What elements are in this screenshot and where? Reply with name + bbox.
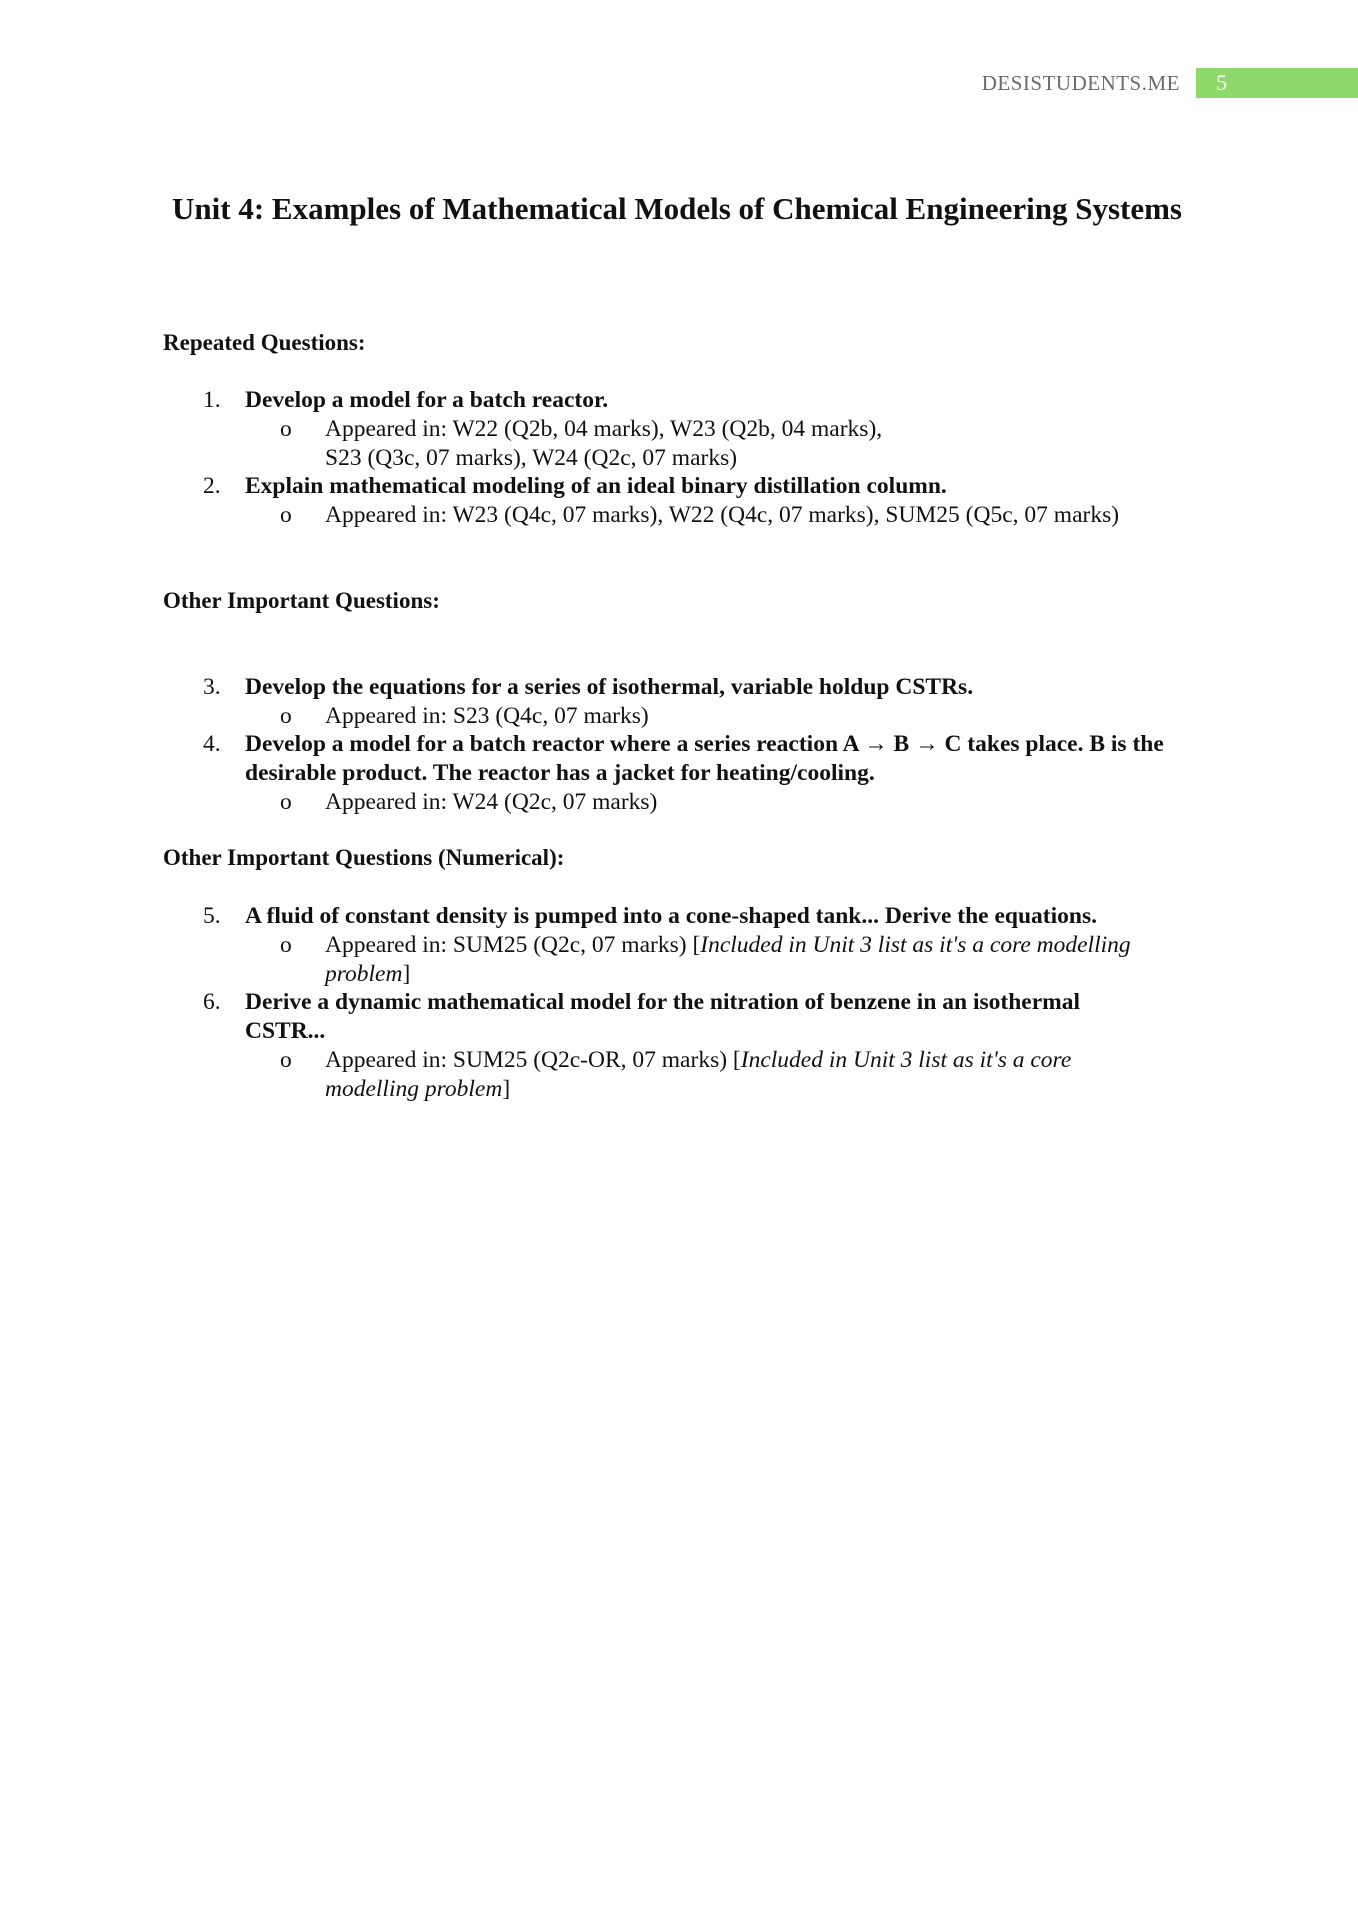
- question-2: [163, 472, 1203, 530]
- appeared-close: ]: [502, 1076, 511, 1102]
- page-header: [982, 68, 1358, 98]
- appeared-text: Appeared in: S23 (Q4c, 07 marks): [325, 703, 649, 729]
- appeared-note: Included in Unit 3 list as it's a core modelling problem: [325, 932, 1131, 987]
- question-number: 6.: [203, 989, 221, 1015]
- section-heading-numerical: Other Important Questions (Numerical):: [163, 845, 565, 870]
- question-text: Develop the equations for a series of isothermal, variable holdup CSTRs.: [245, 674, 974, 700]
- question-number: 2.: [203, 473, 221, 499]
- appeared-in: [280, 931, 1203, 989]
- bullet-icon: o: [280, 502, 292, 528]
- appeared-text: Appeared in: SUM25 (Q2c-OR, 07 marks) [: [325, 1047, 741, 1073]
- appeared-in: [280, 788, 1203, 817]
- bullet-icon: o: [280, 703, 292, 729]
- question-text: Develop a model for a batch reactor where a series reaction A → B → C takes place. B is the desirable product. The reactor has a jacket for heating/cooling.: [245, 731, 1164, 786]
- question-text: Explain mathematical modeling of an ideal binary distillation column.: [245, 473, 947, 499]
- question-6: [163, 988, 1203, 1104]
- question-number: 5.: [203, 903, 221, 929]
- question-number: 4.: [203, 731, 221, 757]
- question-text: A fluid of constant density is pumped into a cone-shaped tank... Derive the equations.: [245, 903, 1097, 929]
- question-text: Derive a dynamic mathematical model for the nitration of benzene in an isothermal CSTR...: [245, 989, 1081, 1044]
- bullet-icon: o: [280, 789, 292, 815]
- appeared-in: [280, 415, 903, 473]
- section-heading-repeated: Repeated Questions:: [163, 330, 366, 355]
- appeared-note: Included in Unit 3 list as it's a core modelling problem: [325, 1047, 1072, 1102]
- appeared-text: Appeared in: SUM25 (Q2c, 07 marks) [: [325, 932, 701, 958]
- appeared-text: Appeared in: W24 (Q2c, 07 marks): [325, 789, 658, 815]
- question-5: [163, 902, 1203, 989]
- appeared-close: ]: [402, 961, 411, 987]
- question-4: [163, 730, 1203, 817]
- bullet-icon: o: [280, 1047, 292, 1073]
- page-number-badge: 5: [1196, 68, 1358, 98]
- bullet-icon: o: [280, 416, 292, 442]
- appeared-in: [280, 702, 1203, 731]
- question-text: Develop a model for a batch reactor.: [245, 387, 609, 413]
- appeared-text: Appeared in: W23 (Q4c, 07 marks), W22 (Q4c, 07 marks), SUM25 (Q5c, 07 marks): [325, 502, 1120, 528]
- question-number: 3.: [203, 674, 221, 700]
- section-heading-other: Other Important Questions:: [163, 588, 440, 613]
- appeared-in: [280, 501, 1203, 530]
- question-1: [163, 386, 1203, 473]
- bullet-icon: o: [280, 932, 292, 958]
- site-name: DESISTUDENTS.ME: [981, 70, 1180, 95]
- question-3: [163, 673, 1203, 731]
- question-number: 1.: [203, 387, 221, 413]
- page-title: Unit 4: Examples of Mathematical Models of Chemical Engineering Systems: [172, 191, 1182, 226]
- appeared-in: [280, 1046, 1143, 1104]
- appeared-text: Appeared in: W22 (Q2b, 04 marks), W23 (Q2b, 04 marks), S23 (Q3c, 07 marks), W24 (Q2c, 07 marks): [325, 416, 883, 471]
